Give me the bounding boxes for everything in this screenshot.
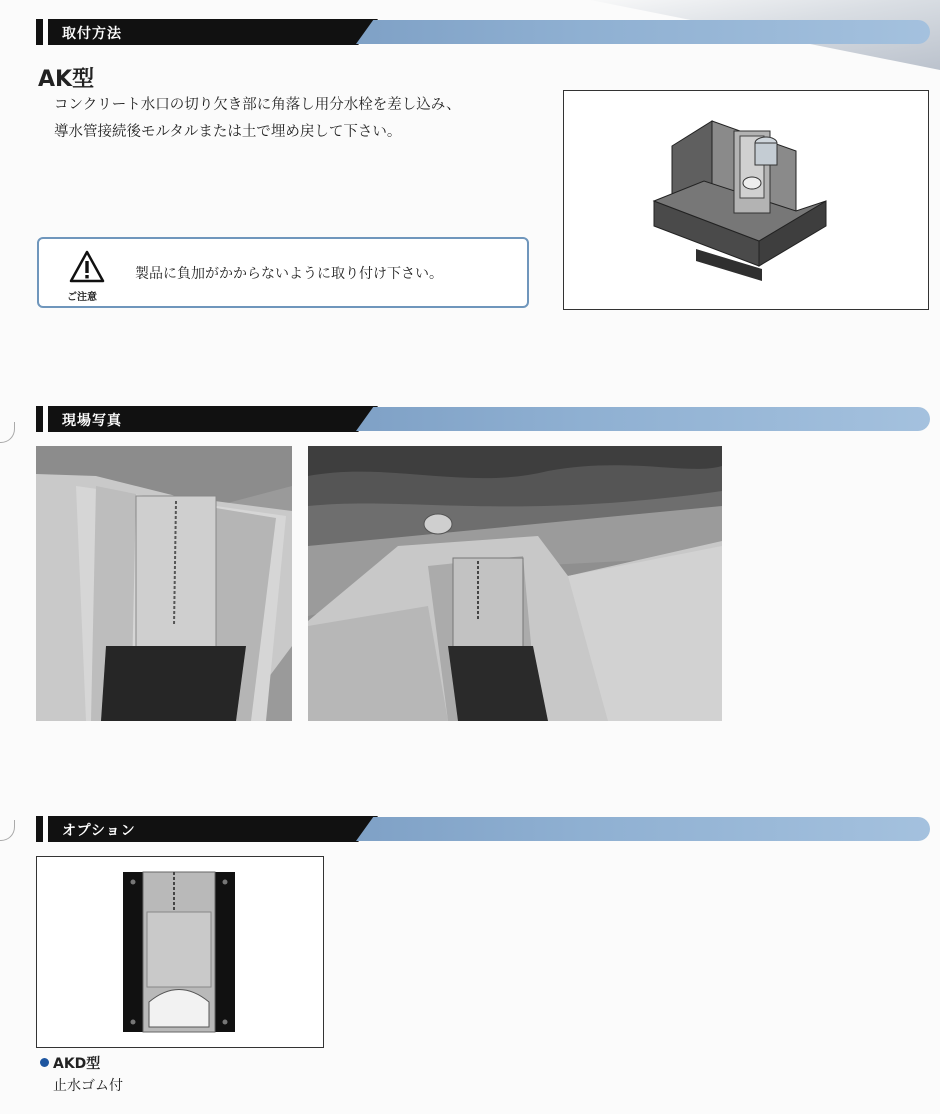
install-line: 導水管接続後モルタルまたは土で埋め戻して下さい。 (54, 124, 402, 140)
section-title: オプション (62, 823, 136, 839)
section-header-site (36, 406, 930, 432)
option-model-caption (40, 1053, 100, 1073)
bullet-icon (40, 1058, 49, 1067)
product-render-image (563, 90, 929, 310)
caution-label: ご注意 (67, 292, 97, 303)
site-photo-closeup (36, 446, 292, 721)
section-header-install (36, 19, 930, 45)
install-line: コンクリート水口の切り欠き部に角落し用分水栓を差し込み、 (54, 97, 461, 113)
caution-text: 製品に負加がかからないように取り付け下さい。 (135, 266, 443, 282)
warning-icon (69, 250, 105, 284)
page-edge-mark (0, 820, 15, 841)
page-edge-mark (0, 422, 15, 443)
model-heading: AK型 (38, 67, 95, 92)
site-photo-overview (308, 446, 722, 721)
option-note: 止水ゴム付 (53, 1078, 123, 1094)
section-title: 取付方法 (62, 26, 122, 42)
option-model: AKD型 (53, 1056, 101, 1072)
option-product-image (36, 856, 324, 1048)
section-header-option (36, 816, 930, 842)
install-description (54, 92, 461, 146)
section-title: 現場写真 (62, 413, 122, 429)
caution-box (37, 237, 529, 308)
